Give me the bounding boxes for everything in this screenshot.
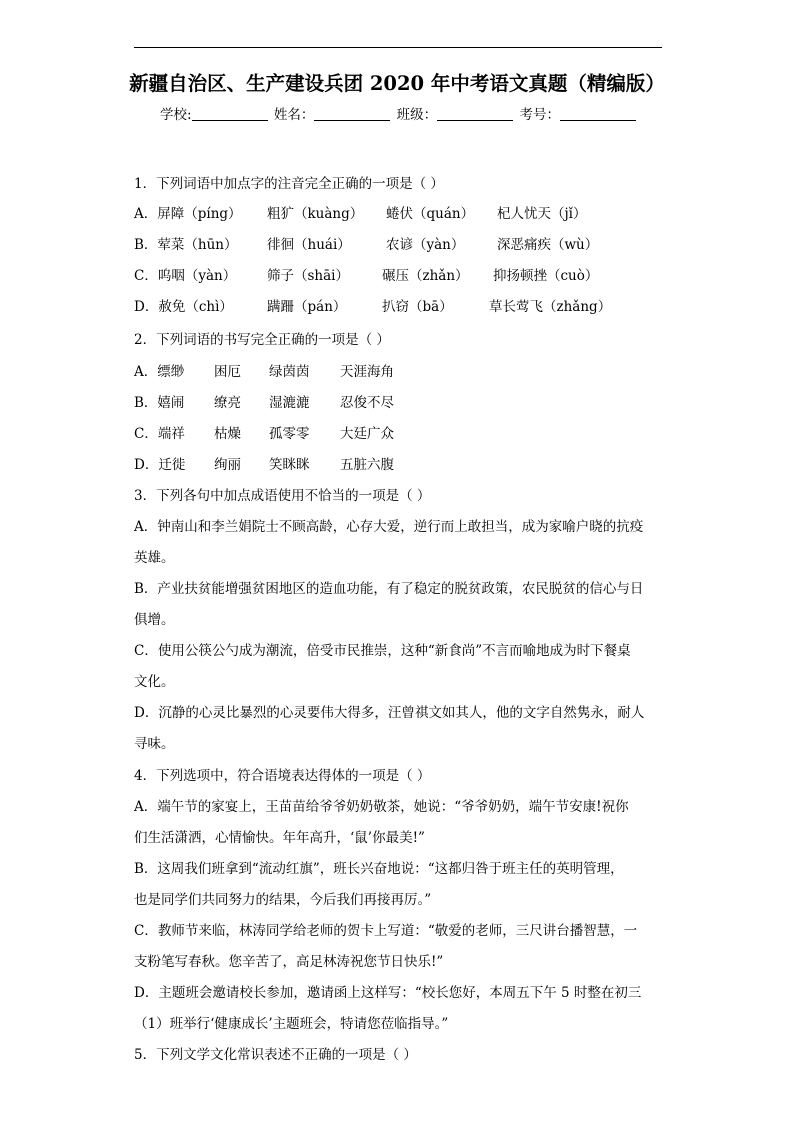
q2-option-d-3: 笑眯眯 bbox=[269, 457, 310, 473]
question-5-stem: 5．下列文学文化常识表述不正确的一项是（ ） bbox=[134, 1047, 417, 1063]
q3-option-b-line-2: 俱增。 bbox=[134, 612, 175, 628]
q2-option-b-3: 湿漉漉 bbox=[269, 395, 310, 411]
q2-option-c-1: C．端祥 bbox=[134, 426, 185, 442]
exam-number-blank bbox=[560, 106, 636, 121]
q2-option-d-2: 绚丽 bbox=[214, 457, 241, 473]
q2-option-a-3: 绿茵茵 bbox=[269, 364, 310, 380]
question-2-stem: 2．下列词语的书写完全正确的一项是（ ） bbox=[134, 332, 390, 348]
q3-option-c-line-1: C．使用公筷公勺成为潮流，倍受市民推崇，这种“新食尚”不言而喻地成为时下餐桌 bbox=[134, 643, 631, 659]
q2-option-c-4: 大廷广众 bbox=[340, 426, 394, 442]
page-title: 新疆自治区、生产建设兵团 2020 年中考语文真题（精编版） bbox=[129, 72, 665, 95]
q2-option-a-4: 天涯海角 bbox=[340, 364, 394, 380]
q2-option-b-4: 忍俊不尽 bbox=[340, 395, 394, 411]
q3-option-d-line-1: D．沉静的心灵比暴烈的心灵要伟大得多，汪曾祺文如其人，他的文字自然隽永，耐人 bbox=[134, 705, 645, 721]
name-label: 姓名： bbox=[273, 107, 315, 123]
header-rule bbox=[134, 47, 662, 48]
q1-option-b-4: 深恶痛疾（wù） bbox=[497, 237, 599, 253]
q1-option-a-2: 粗犷（kuàng） bbox=[267, 206, 364, 222]
q2-option-c-2: 枯燥 bbox=[214, 426, 241, 442]
q1-option-b-3: 农谚（yàn） bbox=[386, 237, 465, 253]
q4-option-c-line-2: 支粉笔写春秋。您辛苦了，高足林涛祝您节日快乐!” bbox=[134, 954, 444, 970]
q1-option-d-2: 蹒跚（pán） bbox=[267, 299, 347, 315]
question-3-stem: 3．下列各句中加点成语使用不恰当的一项是（ ） bbox=[134, 488, 431, 504]
q3-option-d-line-2: 寻味。 bbox=[134, 736, 175, 752]
q2-option-c-3: 孤零零 bbox=[269, 426, 310, 442]
q1-option-a-4: 杞人忧天（jǐ） bbox=[497, 206, 587, 222]
q1-option-a-1: A．屏障（píng） bbox=[134, 206, 242, 222]
q1-option-b-1: B．荤菜（hūn） bbox=[134, 237, 238, 253]
q3-option-b-line-1: B．产业扶贫能增强贫困地区的造血功能，有了稳定的脱贫政策，农民脱贫的信心与日 bbox=[134, 581, 644, 597]
q2-option-a-2: 困厄 bbox=[214, 364, 241, 380]
q1-option-d-3: 扒窃（bā） bbox=[382, 299, 453, 315]
q1-option-c-2: 筛子（shāi） bbox=[267, 268, 349, 284]
q1-option-c-4: 抑扬顿挫（cuò） bbox=[493, 268, 599, 284]
class-label: 班级： bbox=[396, 107, 438, 123]
question-4-stem: 4．下列选项中，符合语境表达得体的一项是（ ） bbox=[134, 768, 431, 784]
student-info-line bbox=[160, 103, 638, 123]
q4-option-a-line-2: 们生活潇洒，心情愉快。年年高升，‘鼠’你最美!” bbox=[134, 830, 425, 846]
q4-option-b-line-2: 也是同学们共同努力的结果，今后我们再接再厉。” bbox=[134, 892, 432, 908]
name-blank bbox=[314, 106, 390, 121]
q3-option-a-line-2: 英雄。 bbox=[134, 550, 175, 566]
exam-number-label: 考号： bbox=[519, 107, 560, 123]
q3-option-c-line-2: 文化。 bbox=[134, 674, 175, 690]
q1-option-c-1: C．呜咽（yàn） bbox=[134, 268, 237, 284]
q1-option-b-2: 徘徊（huái） bbox=[267, 237, 351, 253]
school-blank bbox=[192, 106, 268, 121]
class-blank bbox=[437, 106, 513, 121]
q1-option-a-3: 蜷伏（quán） bbox=[386, 206, 475, 222]
q4-option-a-line-1: A．端午节的家宴上，王苗苗给爷爷奶奶敬茶，她说：“爷爷奶奶，端午节安康!祝你 bbox=[134, 799, 629, 815]
q1-option-d-4: 草长莺飞（zhǎng） bbox=[489, 299, 612, 315]
q2-option-a-1: A．缥缈 bbox=[134, 364, 185, 380]
q1-option-c-3: 碾压（zhǎn） bbox=[382, 268, 469, 284]
q4-option-c-line-1: C．教师节来临，林涛同学给老师的贺卡上写道：“敬爱的老师，三尺讲台播智慧，一 bbox=[134, 923, 638, 939]
q4-option-d-line-2: （1）班举行‘健康成长’主题班会，特请您莅临指导。” bbox=[134, 1016, 449, 1032]
q2-option-b-1: B．嬉闹 bbox=[134, 395, 185, 411]
q4-option-d-line-1: D．主题班会邀请校长参加，邀请函上这样写：“校长您好，本周五下午 5 时整在初三 bbox=[134, 985, 642, 1001]
q1-option-d-1: D．赦免（chì） bbox=[134, 299, 233, 315]
q4-option-b-line-1: B．这周我们班拿到“流动红旗”，班长兴奋地说：“这都归咎于班主任的英明管理， bbox=[134, 861, 624, 877]
q2-option-b-2: 缭亮 bbox=[214, 395, 241, 411]
q3-option-a-line-1: A．钟南山和李兰娟院士不顾高龄，心存大爱，逆行而上敢担当，成为家喻户晓的抗疫 bbox=[134, 519, 644, 535]
q2-option-d-1: D．迁徙 bbox=[134, 457, 186, 473]
question-1-stem: 1．下列词语中加点字的注音完全正确的一项是（ ） bbox=[134, 176, 444, 192]
school-label: 学校: bbox=[160, 107, 192, 123]
q2-option-d-4: 五脏六腹 bbox=[340, 457, 394, 473]
